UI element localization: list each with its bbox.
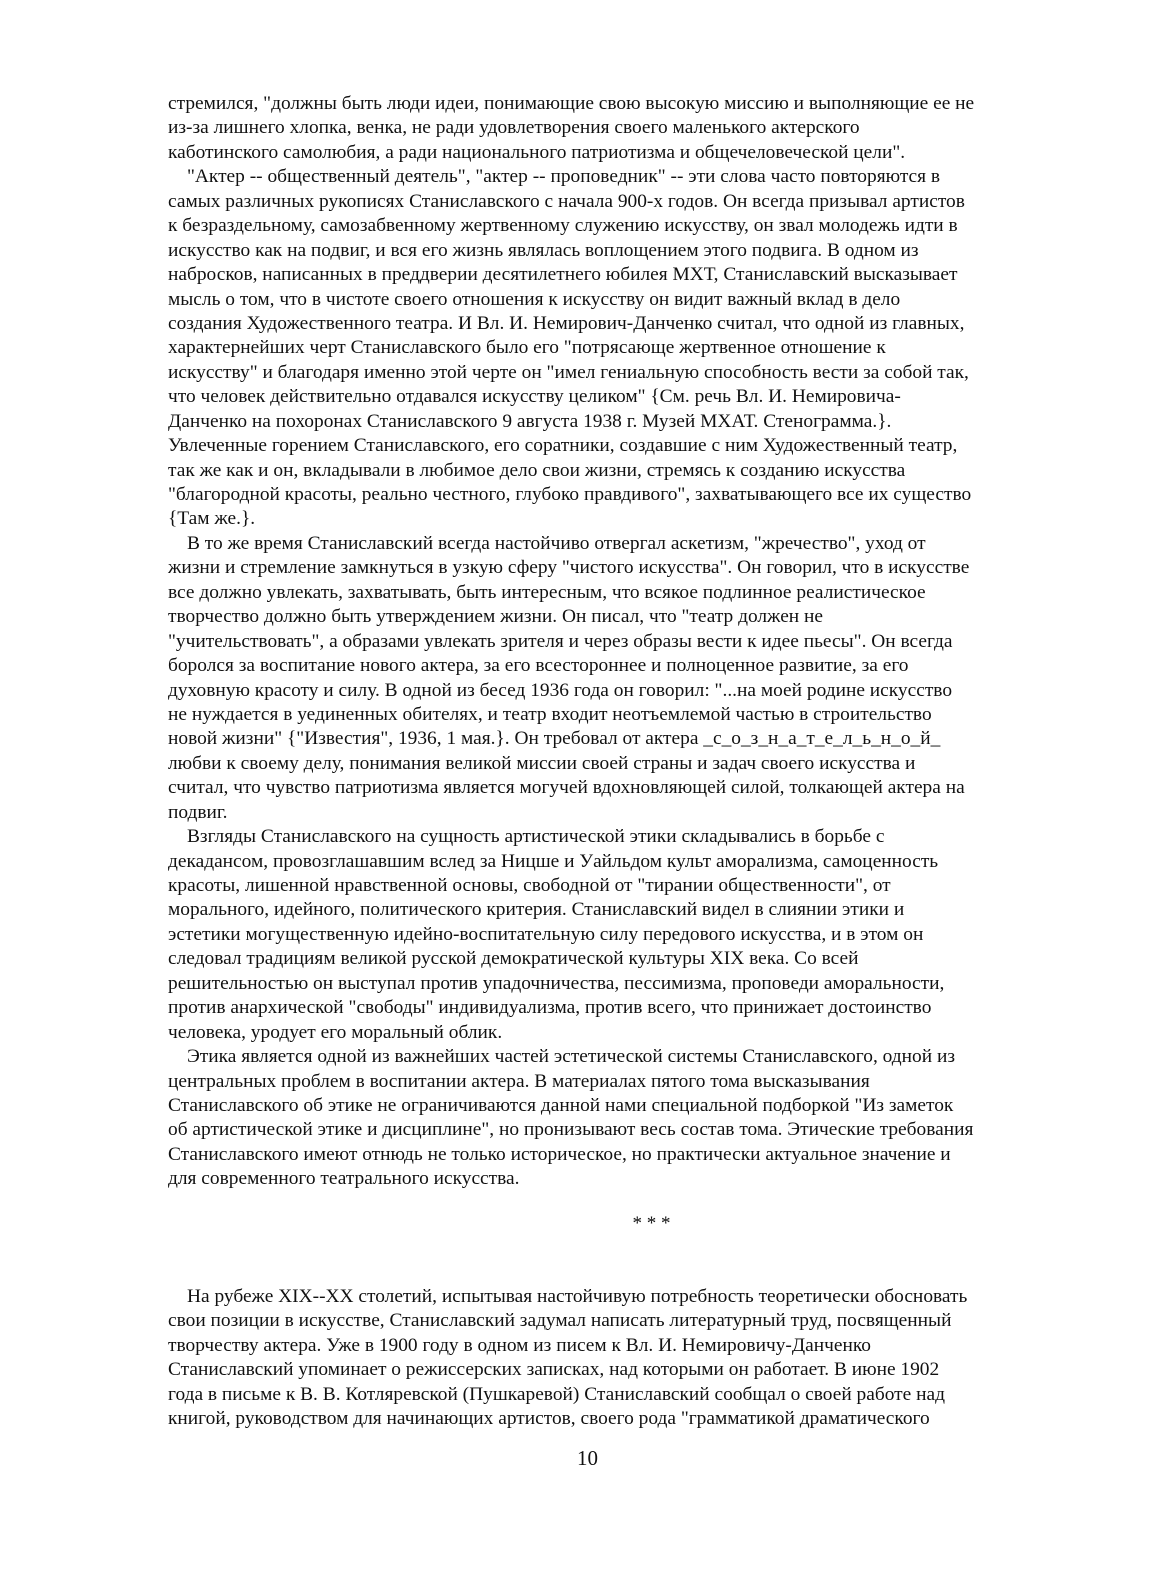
- text-line: жизни и стремление замкнуться в узкую сферу "чистого искусства". Он говорил, что в искусстве: [168, 557, 970, 579]
- text-line: книгой, руководством для начинающих артистов, своего рода "грамматикой драматического: [168, 1408, 930, 1430]
- text-line: На рубеже XIX--XX столетий, испытывая настойчивую потребность теоретически обосновать: [187, 1286, 968, 1307]
- text-line: набросков, написанных в преддверии десятилетнего юбилея МХТ, Станиславский высказывает: [168, 264, 958, 286]
- paragraph: [168, 532, 1048, 825]
- text-line: самых различных рукописях Станиславского с начала 900-х годов. Он всегда призывал артистов: [168, 190, 965, 212]
- text-line: все должно увлекать, захватывать, быть интересным, что всякое подлинное реалистическое: [168, 581, 926, 603]
- text-line: "благородной красоты, реально честного, глубоко правдивого", захватывающего все их существо: [168, 484, 972, 505]
- text-line: Данченко на похоронах Станиславского 9 августа 1938 г. Музей МХАТ. Стенограмма.}.: [168, 410, 892, 432]
- text-line: свои позиции в искусстве, Станиславский задумал написать литературный труд, посвященный: [168, 1310, 952, 1332]
- paragraph: [168, 165, 1048, 532]
- text-line: Взгляды Станиславского на сущность артистической этики складывались в борьбе с: [187, 826, 885, 848]
- text-line: эстетики могущественную идейно-воспитательную силу передового искусства, и в этом он: [168, 923, 924, 945]
- text-line: считал, что чувство патриотизма является могучей вдохновляющей силой, толкающей актера на: [168, 777, 965, 799]
- text-line: {Там же.}.: [168, 508, 256, 530]
- text-line: "Актер -- общественный деятель", "актер -- проповедник" -- эти слова часто повторяются в: [187, 166, 941, 188]
- text-line: "учительствовать", а образами увлекать зрителя и через образы вести к идее пьесы". Он всегда: [168, 630, 953, 652]
- text-line: против анархической "свободы" индивидуализма, против всего, что принижает достоинство: [168, 997, 932, 1019]
- text-line: В то же время Станиславский всегда настойчиво отвергал аскетизм, "жречество", уход от: [187, 532, 926, 554]
- text-line: из-за лишнего хлопка, венка, не ради удовлетворения своего маленького актерского: [168, 117, 860, 139]
- text-line: следовал традициям великой русской демократической культуры XIX века. Со всей: [168, 948, 859, 970]
- text-line: морального, идейного, политического критерия. Станиславский видел в слиянии этики и: [168, 899, 905, 921]
- text-line: каботинского самолюбия, а ради национального патриотизма и общечеловеческой цели".: [168, 141, 906, 163]
- text-line: Этика является одной из важнейших частей эстетической системы Станиславского, одной из: [187, 1046, 956, 1068]
- paragraph: [168, 92, 1048, 165]
- text-line: Станиславского об этике не ограничиваются данной нами специальной подборкой "Из заметок: [168, 1094, 954, 1116]
- text-line: искусству" и благодаря именно этой черте он "имел гениальную способность вести за собой так,: [168, 361, 969, 383]
- text-line: для современного театрального искусства.: [168, 1168, 520, 1190]
- text-line: стремился, "должны быть люди идеи, понимающие свою высокую миссию и выполняющие ее не: [168, 93, 975, 114]
- text-line: творчество должно быть утверждением жизни. Он писал, что "театр должен не: [168, 606, 824, 628]
- text-line: Станиславский упоминает о режиссерских записках, над которыми он работает. В июне 1902: [168, 1359, 940, 1381]
- text-line: что человек действительно отдавался искусству целиком" {См. речь Вл. И. Немировича-: [168, 386, 901, 408]
- text-line: Увлеченные горением Станиславского, его соратники, создавшие с ним Художественный театр,: [168, 435, 958, 457]
- paragraph: [168, 1045, 1048, 1192]
- text-line: года в письме к В. В. Котляревской (Пушкаревой) Станиславский сообщал о своей работе над: [168, 1383, 945, 1405]
- text-line: подвиг.: [168, 801, 228, 823]
- text-line: об артистической этике и дисциплине", но пронизывают весь состав тома. Этические требования: [168, 1119, 974, 1141]
- text-line: мысль о том, что в чистоте своего отношения к искусству он видит важный вклад в дело: [168, 288, 901, 310]
- page-number: 10: [577, 1446, 598, 1470]
- text-line: Станиславского имеют отнюдь не только историческое, но практически актуальное значение и: [168, 1143, 951, 1165]
- text-line: духовную красоту и силу. В одной из бесед 1936 года он говорил: "...на моей родине искусство: [168, 679, 953, 701]
- text-line: решительностью он выступал против упадочничества, пессимизма, проповеди аморальности,: [168, 972, 945, 994]
- paragraph: [168, 825, 1048, 1045]
- text-line: красоты, лишенной нравственной основы, свободной от "тирании общественности", от: [168, 875, 891, 896]
- text-line: человека, уродует его моральный облик.: [168, 1021, 503, 1043]
- text-line: новой жизни" {"Известия", 1936, 1 мая.}. Он требовал от актера _с_о_з_н_а_т_е_л_ь_н_о_й_: [168, 728, 941, 750]
- text-line: любви к своему делу, понимания великой миссии своей страны и задач своего искусства и: [168, 752, 916, 774]
- text-line: боролся за воспитание нового актера, за его всестороннее и полноценное развитие, за его: [168, 655, 909, 677]
- text-line: центральных проблем в воспитании актера. В материалах пятого тома высказывания: [168, 1070, 870, 1092]
- text-line: характернейших черт Станиславского было его "потрясающе жертвенное отношение к: [168, 337, 886, 359]
- paragraph: [168, 1285, 1048, 1432]
- text-line: искусство как на подвиг, и вся его жизнь являлась воплощением этого подвига. В одном из: [168, 239, 919, 261]
- text-line: создания Художественного театра. И Вл. И. Немирович-Данченко считал, что одной из главных,: [168, 312, 965, 334]
- text-line: творчеству актера. Уже в 1900 году в одном из писем к Вл. И. Немировичу-Данченко: [168, 1334, 871, 1356]
- text-line: к безраздельному, самозабвенному жертвенному служению искусству, он звал молодежь идти в: [168, 215, 958, 237]
- text-line: декадансом, провозглашавшим вслед за Ницше и Уайльдом культ аморализма, самоценность: [168, 850, 939, 872]
- text-line: так же как и он, вкладывали в любимое дело свои жизни, стремясь к созданию искусства: [168, 459, 906, 481]
- section-separator: * * *: [632, 1213, 671, 1234]
- page-body: [168, 92, 1048, 1192]
- text-line: не нуждается в уединенных обителях, и театр входит неотъемлемой частью в строительство: [168, 703, 932, 725]
